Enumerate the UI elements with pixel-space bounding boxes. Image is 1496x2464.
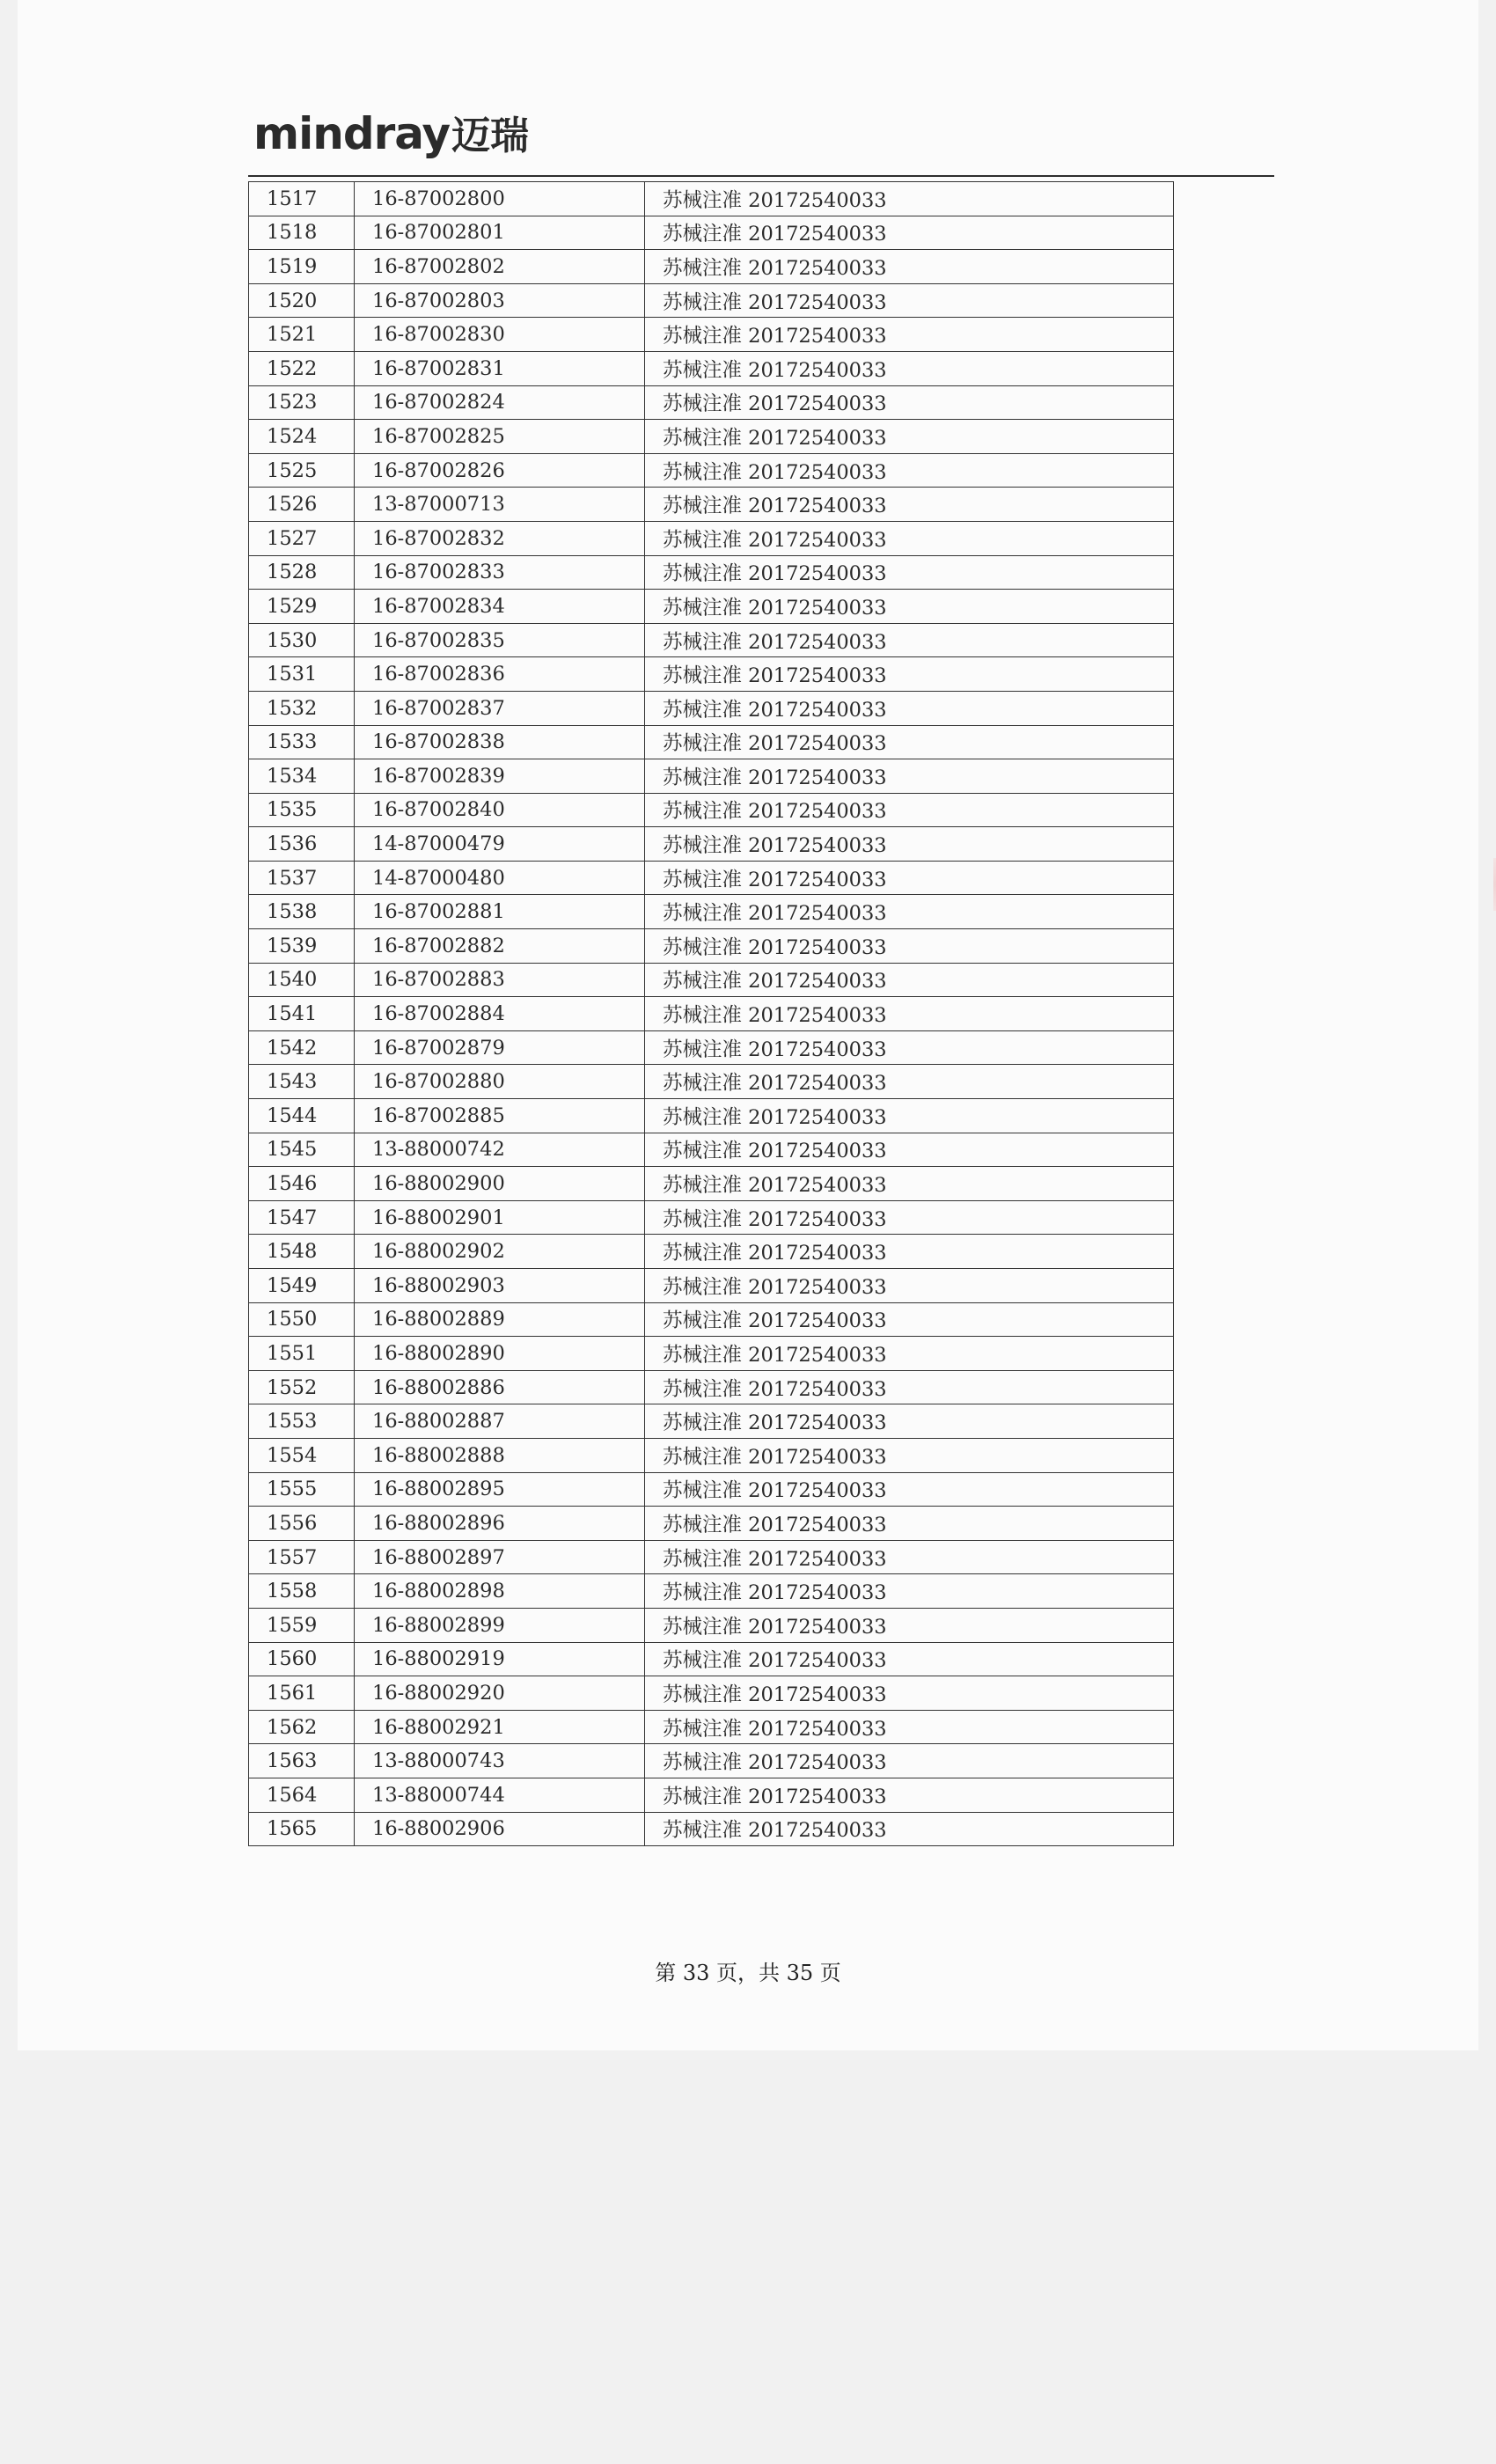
registration-number-cell: 苏械注准 20172540033	[645, 182, 1174, 216]
row-index-cell: 1527	[249, 521, 355, 555]
row-index-cell: 1528	[249, 555, 355, 590]
product-code-cell: 13-87000713	[355, 488, 645, 522]
product-code-cell: 16-88002899	[355, 1608, 645, 1642]
product-code-cell: 16-87002835	[355, 623, 645, 657]
table-row	[249, 1099, 1174, 1133]
registration-number-cell: 苏械注准 20172540033	[645, 1404, 1174, 1439]
product-code-cell: 16-88002890	[355, 1337, 645, 1371]
registration-number-cell: 苏械注准 20172540033	[645, 861, 1174, 895]
product-code-cell: 16-88002919	[355, 1642, 645, 1676]
row-index-cell: 1531	[249, 657, 355, 692]
document-page	[18, 0, 1478, 2050]
table-row	[249, 1030, 1174, 1065]
registration-number-cell: 苏械注准 20172540033	[645, 318, 1174, 352]
product-code-cell: 16-87002881	[355, 895, 645, 929]
registration-number-cell: 苏械注准 20172540033	[645, 1337, 1174, 1371]
registration-number-cell: 苏械注准 20172540033	[645, 1540, 1174, 1574]
registration-number-cell: 苏械注准 20172540033	[645, 1574, 1174, 1609]
registration-number-cell: 苏械注准 20172540033	[645, 283, 1174, 318]
row-index-cell: 1536	[249, 827, 355, 862]
row-index-cell: 1556	[249, 1507, 355, 1541]
registration-number-cell: 苏械注准 20172540033	[645, 793, 1174, 827]
logo-wordmark-latin: mindray	[253, 108, 451, 159]
page-number: 第 33 页，共 35 页	[655, 1961, 841, 1985]
registration-number-cell: 苏械注准 20172540033	[645, 216, 1174, 250]
product-code-cell: 16-88002903	[355, 1269, 645, 1303]
registration-number-cell: 苏械注准 20172540033	[645, 488, 1174, 522]
product-code-cell: 16-87002839	[355, 759, 645, 794]
row-index-cell: 1530	[249, 623, 355, 657]
row-index-cell: 1542	[249, 1030, 355, 1065]
registration-number-cell: 苏械注准 20172540033	[645, 1642, 1174, 1676]
table-row	[249, 895, 1174, 929]
row-index-cell: 1538	[249, 895, 355, 929]
registration-number-cell: 苏械注准 20172540033	[645, 1030, 1174, 1065]
product-code-cell: 16-87002801	[355, 216, 645, 250]
table-row	[249, 691, 1174, 725]
table-row	[249, 590, 1174, 624]
table-row	[249, 623, 1174, 657]
table-row	[249, 488, 1174, 522]
product-code-cell: 16-87002824	[355, 385, 645, 420]
table-row	[249, 1540, 1174, 1574]
row-index-cell: 1545	[249, 1133, 355, 1167]
product-code-cell: 16-87002838	[355, 725, 645, 759]
product-code-cell: 16-87002800	[355, 182, 645, 216]
registration-number-cell: 苏械注准 20172540033	[645, 1302, 1174, 1337]
row-index-cell: 1553	[249, 1404, 355, 1439]
table-row	[249, 351, 1174, 385]
product-code-cell: 16-87002880	[355, 1065, 645, 1099]
row-index-cell: 1532	[249, 691, 355, 725]
table-row	[249, 283, 1174, 318]
registration-number-cell: 苏械注准 20172540033	[645, 997, 1174, 1031]
table-row	[249, 1133, 1174, 1167]
registration-number-cell: 苏械注准 20172540033	[645, 725, 1174, 759]
product-code-cell: 16-87002837	[355, 691, 645, 725]
product-code-cell: 16-87002882	[355, 929, 645, 964]
product-code-cell: 16-88002901	[355, 1200, 645, 1235]
registration-number-cell: 苏械注准 20172540033	[645, 250, 1174, 284]
row-index-cell: 1565	[249, 1812, 355, 1846]
mindray-logo	[253, 104, 529, 157]
product-code-cell: 16-88002889	[355, 1302, 645, 1337]
table-row	[249, 1812, 1174, 1846]
row-index-cell: 1564	[249, 1778, 355, 1812]
product-code-cell: 13-88000742	[355, 1133, 645, 1167]
table-row	[249, 1608, 1174, 1642]
registration-number-cell: 苏械注准 20172540033	[645, 1472, 1174, 1507]
table-row	[249, 1065, 1174, 1099]
registration-number-cell: 苏械注准 20172540033	[645, 351, 1174, 385]
row-index-cell: 1529	[249, 590, 355, 624]
product-code-cell: 16-88002896	[355, 1507, 645, 1541]
product-code-cell: 16-87002803	[355, 283, 645, 318]
row-index-cell: 1551	[249, 1337, 355, 1371]
registration-number-cell: 苏械注准 20172540033	[645, 1200, 1174, 1235]
registration-number-cell: 苏械注准 20172540033	[645, 759, 1174, 794]
product-code-cell: 14-87000480	[355, 861, 645, 895]
row-index-cell: 1546	[249, 1167, 355, 1201]
row-index-cell: 1549	[249, 1269, 355, 1303]
table-row	[249, 1200, 1174, 1235]
table-row	[249, 1744, 1174, 1778]
table-row	[249, 1269, 1174, 1303]
row-index-cell: 1525	[249, 453, 355, 488]
table-row	[249, 1235, 1174, 1269]
registration-number-cell: 苏械注准 20172540033	[645, 963, 1174, 997]
row-index-cell: 1523	[249, 385, 355, 420]
row-index-cell: 1522	[249, 351, 355, 385]
row-index-cell: 1518	[249, 216, 355, 250]
row-index-cell: 1559	[249, 1608, 355, 1642]
table-row	[249, 793, 1174, 827]
product-code-cell: 16-87002830	[355, 318, 645, 352]
product-code-cell: 13-88000743	[355, 1744, 645, 1778]
table-row	[249, 453, 1174, 488]
table-row	[249, 657, 1174, 692]
product-code-cell: 16-88002920	[355, 1676, 645, 1711]
product-code-cell: 16-88002888	[355, 1438, 645, 1472]
table-row	[249, 1472, 1174, 1507]
row-index-cell: 1539	[249, 929, 355, 964]
table-row	[249, 250, 1174, 284]
table-row	[249, 1337, 1174, 1371]
table-row	[249, 1507, 1174, 1541]
table-row	[249, 385, 1174, 420]
registration-number-cell: 苏械注准 20172540033	[645, 1507, 1174, 1541]
table-row	[249, 1370, 1174, 1404]
product-code-cell: 16-87002826	[355, 453, 645, 488]
table-row	[249, 963, 1174, 997]
registration-table-body	[249, 182, 1174, 1846]
row-index-cell: 1526	[249, 488, 355, 522]
product-code-cell: 16-88002887	[355, 1404, 645, 1439]
row-index-cell: 1560	[249, 1642, 355, 1676]
row-index-cell: 1520	[249, 283, 355, 318]
table-row	[249, 182, 1174, 216]
row-index-cell: 1524	[249, 420, 355, 454]
registration-number-cell: 苏械注准 20172540033	[645, 1676, 1174, 1711]
product-code-cell: 16-88002897	[355, 1540, 645, 1574]
table-row	[249, 1642, 1174, 1676]
table-row	[249, 521, 1174, 555]
row-index-cell: 1537	[249, 861, 355, 895]
row-index-cell: 1563	[249, 1744, 355, 1778]
registration-number-cell: 苏械注准 20172540033	[645, 623, 1174, 657]
registration-number-cell: 苏械注准 20172540033	[645, 453, 1174, 488]
product-code-cell: 16-88002895	[355, 1472, 645, 1507]
row-index-cell: 1557	[249, 1540, 355, 1574]
registration-number-cell: 苏械注准 20172540033	[645, 691, 1174, 725]
registration-number-cell: 苏械注准 20172540033	[645, 385, 1174, 420]
row-index-cell: 1519	[249, 250, 355, 284]
table-row	[249, 318, 1174, 352]
registration-number-cell: 苏械注准 20172540033	[645, 1099, 1174, 1133]
row-index-cell: 1561	[249, 1676, 355, 1711]
product-code-cell: 16-87002831	[355, 351, 645, 385]
registration-table	[248, 181, 1174, 1846]
registration-number-cell: 苏械注准 20172540033	[645, 555, 1174, 590]
product-code-cell: 14-87000479	[355, 827, 645, 862]
product-code-cell: 16-87002833	[355, 555, 645, 590]
registration-number-cell: 苏械注准 20172540033	[645, 1778, 1174, 1812]
product-code-cell: 16-87002884	[355, 997, 645, 1031]
registration-number-cell: 苏械注准 20172540033	[645, 521, 1174, 555]
product-code-cell: 16-88002906	[355, 1812, 645, 1846]
logo-wordmark-cjk: 迈瑞	[451, 114, 530, 158]
product-code-cell: 16-87002883	[355, 963, 645, 997]
product-code-cell: 16-88002886	[355, 1370, 645, 1404]
product-code-cell: 16-87002834	[355, 590, 645, 624]
table-row	[249, 216, 1174, 250]
registration-number-cell: 苏械注准 20172540033	[645, 895, 1174, 929]
row-index-cell: 1535	[249, 793, 355, 827]
row-index-cell: 1543	[249, 1065, 355, 1099]
row-index-cell: 1541	[249, 997, 355, 1031]
row-index-cell: 1521	[249, 318, 355, 352]
product-code-cell: 16-87002802	[355, 250, 645, 284]
row-index-cell: 1540	[249, 963, 355, 997]
row-index-cell: 1552	[249, 1370, 355, 1404]
table-row	[249, 555, 1174, 590]
row-index-cell: 1555	[249, 1472, 355, 1507]
registration-number-cell: 苏械注准 20172540033	[645, 1133, 1174, 1167]
registration-number-cell: 苏械注准 20172540033	[645, 1065, 1174, 1099]
registration-number-cell: 苏械注准 20172540033	[645, 1235, 1174, 1269]
row-index-cell: 1547	[249, 1200, 355, 1235]
product-code-cell: 16-87002832	[355, 521, 645, 555]
product-code-cell: 16-87002885	[355, 1099, 645, 1133]
table-row	[249, 1438, 1174, 1472]
table-row	[249, 861, 1174, 895]
registration-number-cell: 苏械注准 20172540033	[645, 929, 1174, 964]
table-row	[249, 1778, 1174, 1812]
product-code-cell: 16-87002825	[355, 420, 645, 454]
table-row	[249, 1710, 1174, 1744]
table-row	[249, 1167, 1174, 1201]
registration-number-cell: 苏械注准 20172540033	[645, 1167, 1174, 1201]
product-code-cell: 16-87002836	[355, 657, 645, 692]
table-row	[249, 1676, 1174, 1711]
row-index-cell: 1558	[249, 1574, 355, 1609]
product-code-cell: 16-88002902	[355, 1235, 645, 1269]
row-index-cell: 1534	[249, 759, 355, 794]
table-row	[249, 420, 1174, 454]
table-row	[249, 827, 1174, 862]
table-row	[249, 759, 1174, 794]
product-code-cell: 16-87002879	[355, 1030, 645, 1065]
product-code-cell: 16-88002921	[355, 1710, 645, 1744]
registration-number-cell: 苏械注准 20172540033	[645, 1438, 1174, 1472]
registration-number-cell: 苏械注准 20172540033	[645, 1710, 1174, 1744]
registration-number-cell: 苏械注准 20172540033	[645, 590, 1174, 624]
table-row	[249, 929, 1174, 964]
table-row	[249, 1574, 1174, 1609]
table-row	[249, 1302, 1174, 1337]
product-code-cell: 16-87002840	[355, 793, 645, 827]
table-row	[249, 725, 1174, 759]
registration-number-cell: 苏械注准 20172540033	[645, 827, 1174, 862]
row-index-cell: 1548	[249, 1235, 355, 1269]
registration-number-cell: 苏械注准 20172540033	[645, 1608, 1174, 1642]
row-index-cell: 1562	[249, 1710, 355, 1744]
registration-number-cell: 苏械注准 20172540033	[645, 1812, 1174, 1846]
row-index-cell: 1554	[249, 1438, 355, 1472]
registration-number-cell: 苏械注准 20172540033	[645, 1744, 1174, 1778]
registration-number-cell: 苏械注准 20172540033	[645, 1269, 1174, 1303]
registration-number-cell: 苏械注准 20172540033	[645, 657, 1174, 692]
product-code-cell: 13-88000744	[355, 1778, 645, 1812]
header-divider	[248, 175, 1274, 177]
row-index-cell: 1533	[249, 725, 355, 759]
row-index-cell: 1517	[249, 182, 355, 216]
row-index-cell: 1544	[249, 1099, 355, 1133]
product-code-cell: 16-88002898	[355, 1574, 645, 1609]
registration-number-cell: 苏械注准 20172540033	[645, 1370, 1174, 1404]
table-row	[249, 997, 1174, 1031]
registration-number-cell: 苏械注准 20172540033	[645, 420, 1174, 454]
product-code-cell: 16-88002900	[355, 1167, 645, 1201]
row-index-cell: 1550	[249, 1302, 355, 1337]
table-row	[249, 1404, 1174, 1439]
